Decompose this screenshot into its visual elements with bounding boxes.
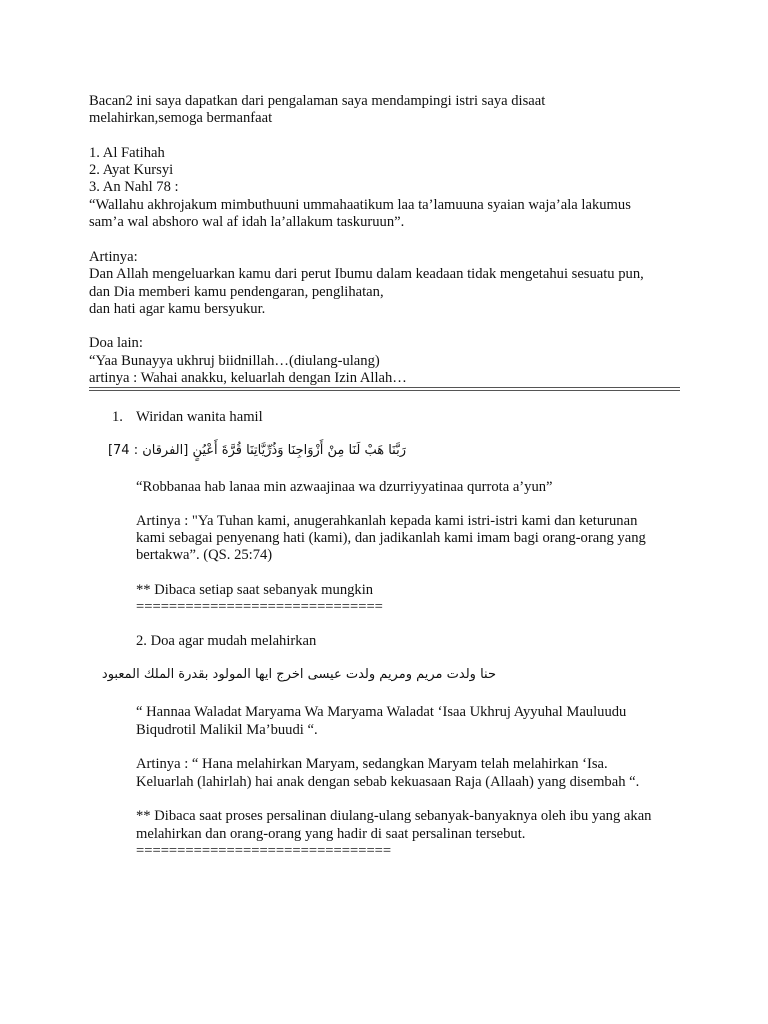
- intro-line-2: melahirkan,semoga bermanfaat: [89, 110, 273, 126]
- section-2-title: 2. Doa agar mudah melahirkan: [136, 633, 317, 649]
- intro-line-1: Bacan2 ini saya dapatkan dari pengalaman saya mendampingi istri saya disaat: [89, 93, 546, 109]
- list-item-an-nahl: 3. An Nahl 78 :: [89, 179, 179, 195]
- section-1-transliteration: “Robbanaa hab lanaa min azwaajinaa wa dzurriyyatinaa qurrota a’yun”: [136, 479, 553, 495]
- divider-top: [89, 387, 680, 388]
- section-2-note-line-1: ** Dibaca saat proses persalinan diulang-ulang sebanyak-banyaknya oleh ibu yang akan: [136, 808, 652, 824]
- verse-line-1: “Wallahu akhrojakum mimbuthuuni ummahaatikum laa ta’lamuuna syaian waja’ala lakumus: [89, 197, 631, 213]
- section-2-note-line-2: melahirkan dan orang-orang yang hadir di saat persalinan tersebut.: [136, 826, 526, 842]
- other-prayer-line-2: artinya : Wahai anakku, keluarlah dengan Izin Allah…: [89, 370, 407, 386]
- list-item-al-fatihah: 1. Al Fatihah: [89, 145, 165, 161]
- section-2-separator: ===============================: [136, 843, 392, 859]
- other-prayer-line-1: “Yaa Bunayya ukhruj biidnillah…(diulang-ulang): [89, 353, 380, 369]
- section-2-translit-line-2: Biqudrotil Malikil Ma’buudi “.: [136, 722, 318, 738]
- list-item-ayat-kursyi: 2. Ayat Kursyi: [89, 162, 174, 178]
- meaning-heading: Artinya:: [89, 249, 138, 265]
- meaning-line-1: Dan Allah mengeluarkan kamu dari perut Ibumu dalam keadaan tidak mengetahui sesuatu pun,: [89, 266, 644, 282]
- section-1-meaning-line-3: bertakwa”. (QS. 25:74): [136, 547, 273, 563]
- section-2-meaning-line-2: Keluarlah (lahirlah) hai anak dengan sebab kekuasaan Raja (Allaah) yang disembah “.: [136, 774, 640, 790]
- section-1-separator: ==============================: [136, 599, 383, 615]
- section-1-meaning-line-1: Artinya : "Ya Tuhan kami, anugerahkanlah kepada kami istri-istri kami dan keturunan: [136, 513, 638, 529]
- section-2-meaning-line-1: Artinya : “ Hana melahirkan Maryam, sedangkan Maryam telah melahirkan ‘Isa.: [136, 756, 608, 772]
- section-2-translit-line-1: “ Hannaa Waladat Maryama Wa Maryama Waladat ‘Isaa Ukhruj Ayyuhal Mauluudu: [136, 704, 627, 720]
- section-1-meaning-line-2: kami sebagai penyenang hati (kami), dan jadikanlah kami imam bagi orang-orang yang: [136, 530, 646, 546]
- section-1-title: Wiridan wanita hamil: [136, 409, 263, 425]
- divider-bottom: [89, 390, 680, 391]
- meaning-line-2: dan Dia memberi kamu pendengaran, penglihatan,: [89, 284, 384, 300]
- meaning-line-3: dan hati agar kamu bersyukur.: [89, 301, 266, 317]
- section-1-arabic-verse: رَبَّنَا هَبْ لَنَا مِنْ أَزْوَاجِنَا وَذُرِّيَّاتِنَا قُرَّةَ أَعْيُنٍ [الفرقان : 74]: [107, 443, 406, 458]
- verse-line-2: sam’a wal abshoro wal af idah la’allakum taskuruun”.: [89, 214, 405, 230]
- section-1-number: 1.: [112, 409, 123, 425]
- other-prayer-heading: Doa lain:: [89, 335, 143, 351]
- section-2-arabic-prayer: حنا ولدت مريم ومريم ولدت عيسى اخرج ايها المولود بقدرة الملك المعبود: [101, 667, 496, 682]
- section-1-note: ** Dibaca setiap saat sebanyak mungkin: [136, 582, 374, 598]
